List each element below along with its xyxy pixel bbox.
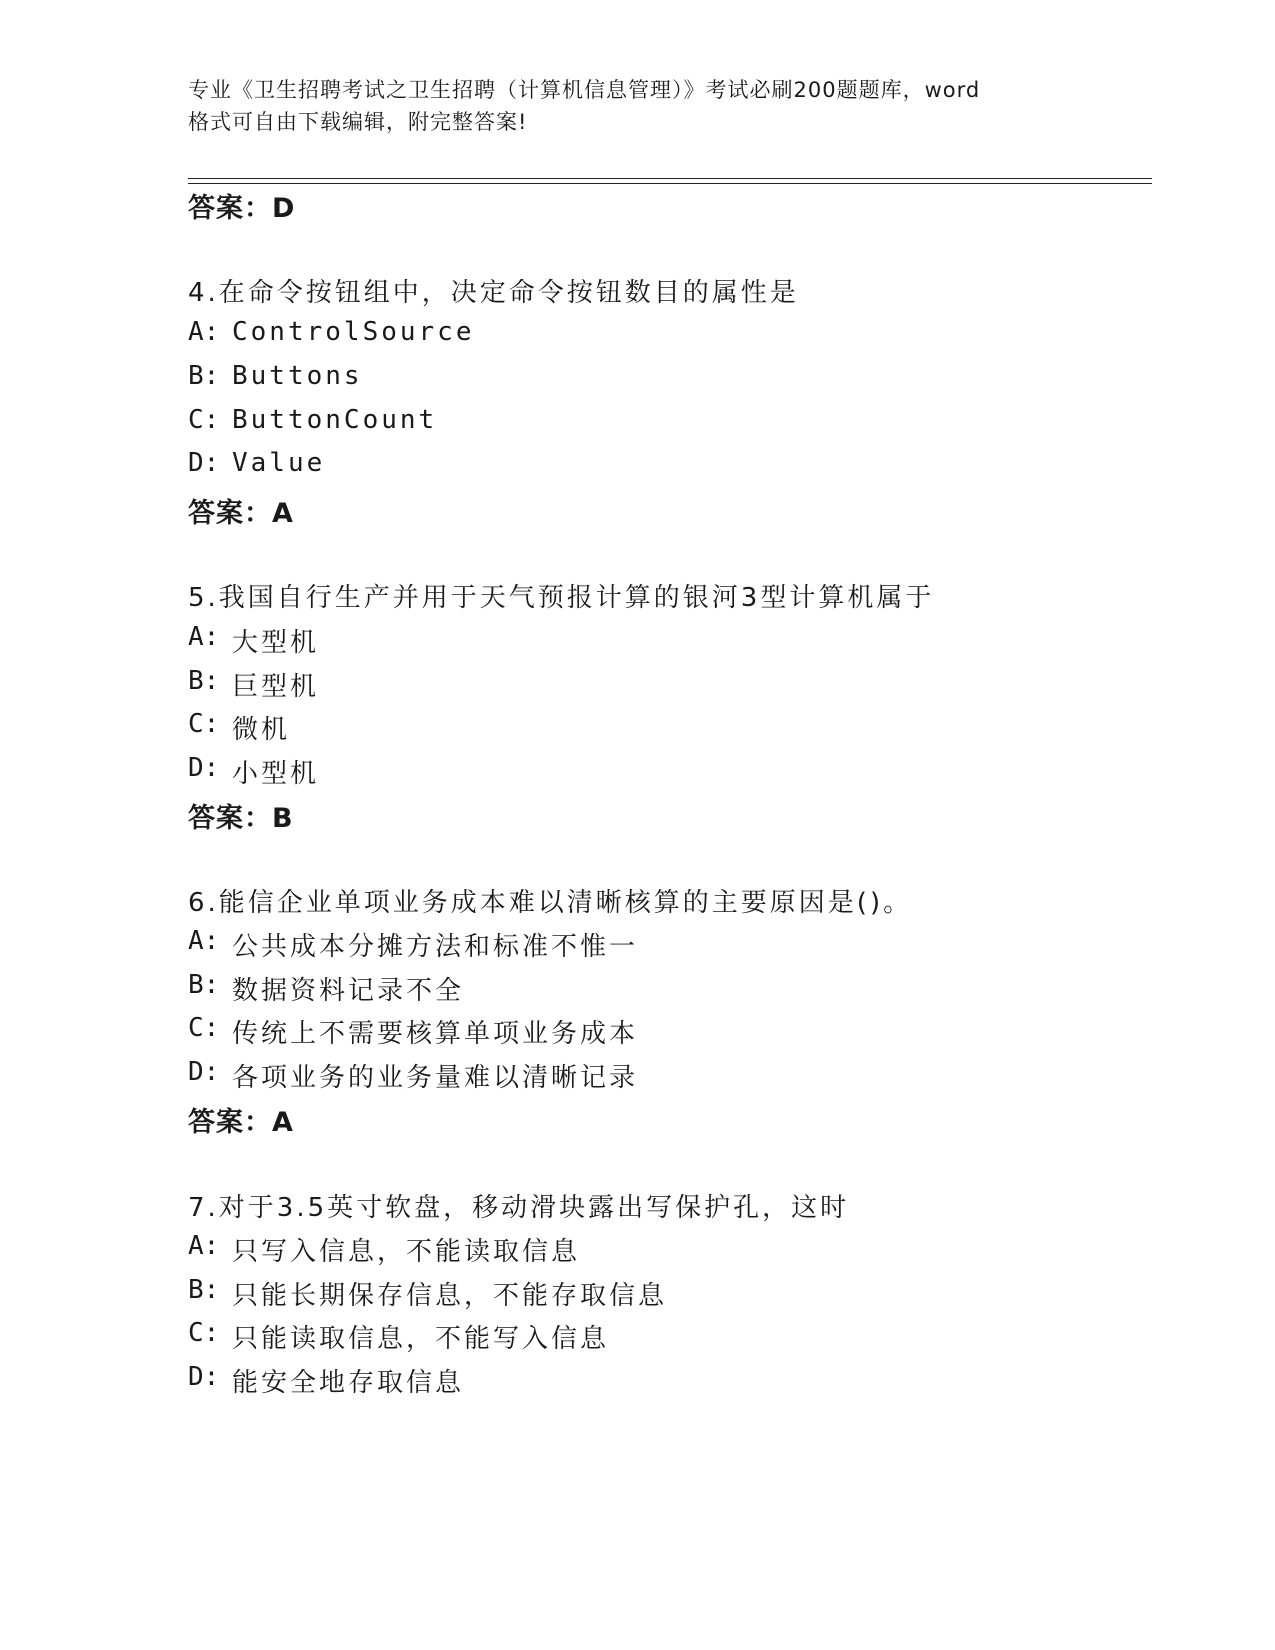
option-text: 数据资料记录不全 [232,976,465,1006]
option-text: ButtonCount [232,405,438,435]
option-letter: A: [188,926,220,956]
question-7-option-d [188,1362,464,1399]
header-line-2: 格式可自由下载编辑，附完整答案! [188,110,528,134]
option-letter: A: [188,622,220,652]
option-text: 传统上不需要核算单项业务成本 [232,1019,639,1049]
question-6-option-d [188,1057,638,1094]
answer-q4: 答案：A [188,498,294,529]
option-letter: D: [188,753,220,783]
question-4-option-d [188,448,325,478]
question-6-stem: 6.能信企业单项业务成本难以清晰核算的主要原因是()。 [188,888,913,918]
question-4-option-a [188,317,475,347]
question-5-option-d [188,753,319,790]
question-6-option-b [188,970,464,1007]
question-4-option-b [188,361,363,391]
option-letter: B: [188,361,220,391]
question-4-option-c [188,405,437,435]
option-text: 巨型机 [232,672,320,702]
option-letter: A: [188,1231,220,1261]
question-7-option-a [188,1231,580,1268]
option-letter: D: [188,1362,220,1392]
header-divider-bottom [188,183,1152,184]
question-6-option-a [188,926,638,963]
question-5-option-a [188,622,319,659]
option-letter: B: [188,1275,220,1305]
option-letter: B: [188,970,220,1000]
option-text: 只写入信息，不能读取信息 [232,1237,581,1267]
option-letter: C: [188,405,220,435]
option-text: 小型机 [232,759,320,789]
option-letter: C: [188,1013,220,1043]
answer-q5: 答案：B [188,803,294,834]
header-line-1: 专业《卫生招聘考试之卫生招聘（计算机信息管理）》考试必刷200题题库，word [188,78,981,102]
option-letter: A: [188,317,220,347]
question-5-stem: 5.我国自行生产并用于天气预报计算的银河3型计算机属于 [188,583,935,613]
option-text: 各项业务的业务量难以清晰记录 [232,1063,639,1093]
option-letter: C: [188,1318,220,1348]
answer-q3: 答案：D [188,193,296,224]
option-text: 大型机 [232,628,320,658]
option-letter: D: [188,448,220,478]
option-text: 只能读取信息，不能写入信息 [232,1324,610,1354]
question-4-stem: 4.在命令按钮组中，决定命令按钮数目的属性是 [188,278,799,308]
document-header [188,74,1088,138]
option-text: ControlSource [232,317,475,347]
option-letter: C: [188,709,220,739]
question-7-option-b [188,1275,667,1312]
answer-q6: 答案：A [188,1107,294,1138]
question-6-option-c [188,1013,638,1050]
question-5-option-b [188,666,319,703]
question-7-option-c [188,1318,609,1355]
option-letter: D: [188,1057,220,1087]
option-text: 微机 [232,715,291,745]
option-text: Value [232,448,326,478]
question-5-option-c [188,709,290,746]
option-text: Buttons [232,361,363,391]
option-letter: B: [188,666,220,696]
header-divider-top [188,178,1152,179]
option-text: 公共成本分摊方法和标准不惟一 [232,932,639,962]
option-text: 能安全地存取信息 [232,1368,465,1398]
option-text: 只能长期保存信息，不能存取信息 [232,1281,668,1311]
question-7-stem: 7.对于3.5英寸软盘，移动滑块露出写保护孔，这时 [188,1193,850,1223]
